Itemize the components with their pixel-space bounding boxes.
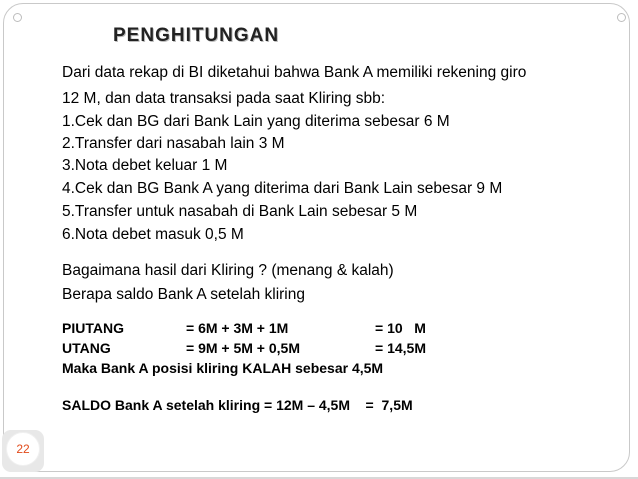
saldo-text <box>62 397 413 413</box>
corner-dot-top-right <box>617 13 626 22</box>
corner-dot-top-left <box>13 13 22 22</box>
utang-result: = 14,5M <box>375 340 426 356</box>
utang-label: UTANG <box>62 340 111 356</box>
piutang-formula: = 6M + 3M + 1M <box>186 320 289 336</box>
intro-line-2: 12 M, dan data transaksi pada saat Kliring sbb: <box>62 90 386 107</box>
intro-line-3: 1.Cek dan BG dari Bank Lain yang diterima sebesar 6 M <box>62 113 450 130</box>
intro-line-6: 4.Cek dan BG Bank A yang diterima dari Bank Lain sebesar 9 M <box>62 180 503 197</box>
intro-line-1: Dari data rekap di BI diketahui bahwa Bank A memiliki rekening giro <box>62 64 527 81</box>
saldo-value: SALDO Bank A setelah kliring = 12M – 4,5M = 7,5M <box>62 397 413 413</box>
question-line-2: Berapa saldo Bank A setelah kliring <box>62 286 305 303</box>
intro-line-8: 6.Nota debet masuk 0,5 M <box>62 226 244 243</box>
piutang-result: = 10 M <box>375 320 426 336</box>
piutang-label: PIUTANG <box>62 320 124 336</box>
utang-formula: = 9M + 5M + 0,5M <box>186 340 300 356</box>
slide-title: PENGHITUNGAN <box>113 25 280 46</box>
conclusion-text: Maka Bank A posisi kliring KALAH sebesar 4,5M <box>62 360 384 376</box>
question-line-1: Bagaimana hasil dari Kliring ? (menang & kalah) <box>62 262 394 279</box>
intro-line-7: 5.Transfer untuk nasabah di Bank Lain sebesar 5 M <box>62 203 418 220</box>
intro-line-4: 2.Transfer dari nasabah lain 3 M <box>62 135 285 152</box>
intro-line-5: 3.Nota debet keluar 1 M <box>62 157 228 174</box>
page-number: 22 <box>6 432 40 466</box>
